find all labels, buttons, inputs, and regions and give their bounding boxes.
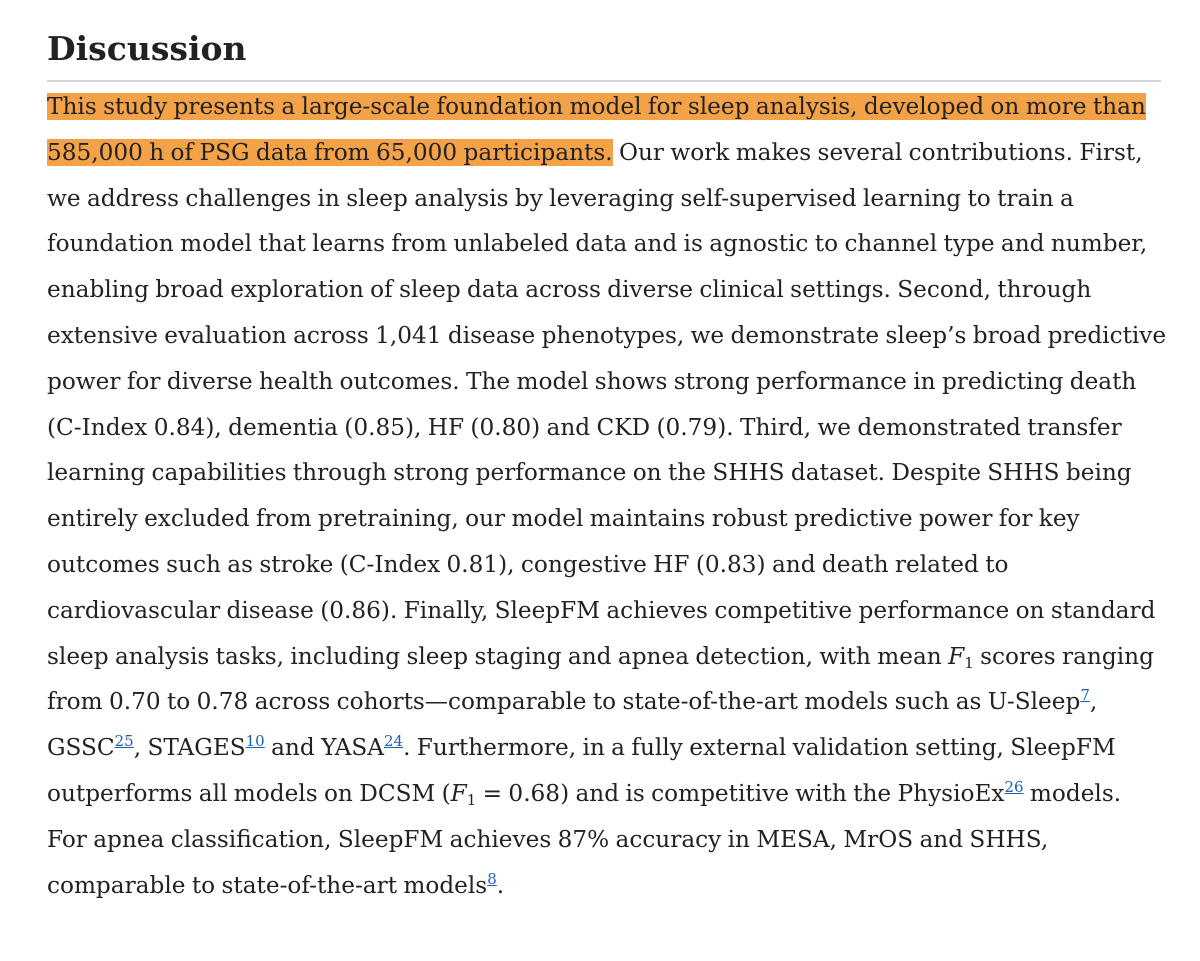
citation-link[interactable]: 8: [487, 869, 497, 888]
citation-usleep[interactable]: [1080, 686, 1090, 704]
f1-subscript: 1: [466, 790, 477, 809]
article-section: [47, 0, 1167, 908]
citation-apnea[interactable]: [487, 870, 497, 888]
discussion-paragraph: [47, 82, 1167, 908]
citation-link[interactable]: 26: [1004, 777, 1024, 796]
citation-link[interactable]: 24: [383, 732, 404, 751]
paragraph-text: , GSSC: [47, 688, 1098, 762]
paragraph-text: and YASA: [264, 734, 384, 762]
f1-letter: F: [450, 779, 467, 807]
f1-symbol: [451, 780, 477, 807]
f1-letter: F: [948, 642, 965, 670]
citation-link[interactable]: 7: [1080, 686, 1090, 705]
citation-link[interactable]: 25: [114, 732, 134, 751]
paragraph-text: .: [496, 871, 505, 899]
citation-gssc[interactable]: [115, 732, 134, 750]
paragraph-text: scores ranging from 0.70 to 0.78 across cohorts—comparable to state-of-the-art models such as U-Sleep: [47, 642, 1154, 716]
paragraph-text: Our work makes several contributions. First, we address challenges in sleep analysis by leveraging self-supervised learning to train a foundation model that learns from unlabeled data and is agnostic to channel type and number, enabling broad exploration of sleep data across diverse clinical settings. Second, through extensive evaluation across 1,041 disease phenotypes, we demonstrate sleep’s broad predictive power for diverse health outcomes. The model shows strong performance in predicting death (C-Index 0.84), dementia (0.85), HF (0.80) and CKD (0.79). Third, we demonstrated transfer learning capabilities through strong performance on the SHHS dataset. Despite SHHS being entirely excluded from pretraining, our model maintains robust predictive power for key outcomes such as stroke (C-Index 0.81), congestive HF (0.83) and death related to cardiovascular disease (0.86). Finally, SleepFM achieves competitive performance on standard sleep analysis tasks, including sleep staging and apnea detection, with mean: [47, 138, 1167, 670]
citation-stages[interactable]: [246, 732, 265, 750]
section-heading: Discussion: [47, 29, 247, 68]
paragraph-text: models. For apnea classification, SleepFM achieves 87% accuracy in MESA, MrOS and SHHS, comparable to state-of-the-art models: [47, 779, 1122, 899]
citation-physioex[interactable]: [1004, 778, 1023, 796]
highlighted-sentence: This study presents a large-scale foundation model for sleep analysis, developed on more than 585,000 h of PSG data from 65,000 participants.: [47, 93, 1146, 166]
citation-link[interactable]: 10: [245, 732, 265, 751]
citation-yasa[interactable]: [384, 732, 403, 750]
f1-subscript: 1: [964, 653, 974, 672]
f1-symbol: [948, 643, 974, 670]
paragraph-text: . Furthermore, in a fully external validation setting, SleepFM outperforms all models on DCSM (: [47, 734, 1116, 807]
paragraph-text: , STAGES: [133, 734, 246, 762]
paragraph-text: = 0.68) and is competitive with the PhysioEx: [476, 779, 1005, 807]
